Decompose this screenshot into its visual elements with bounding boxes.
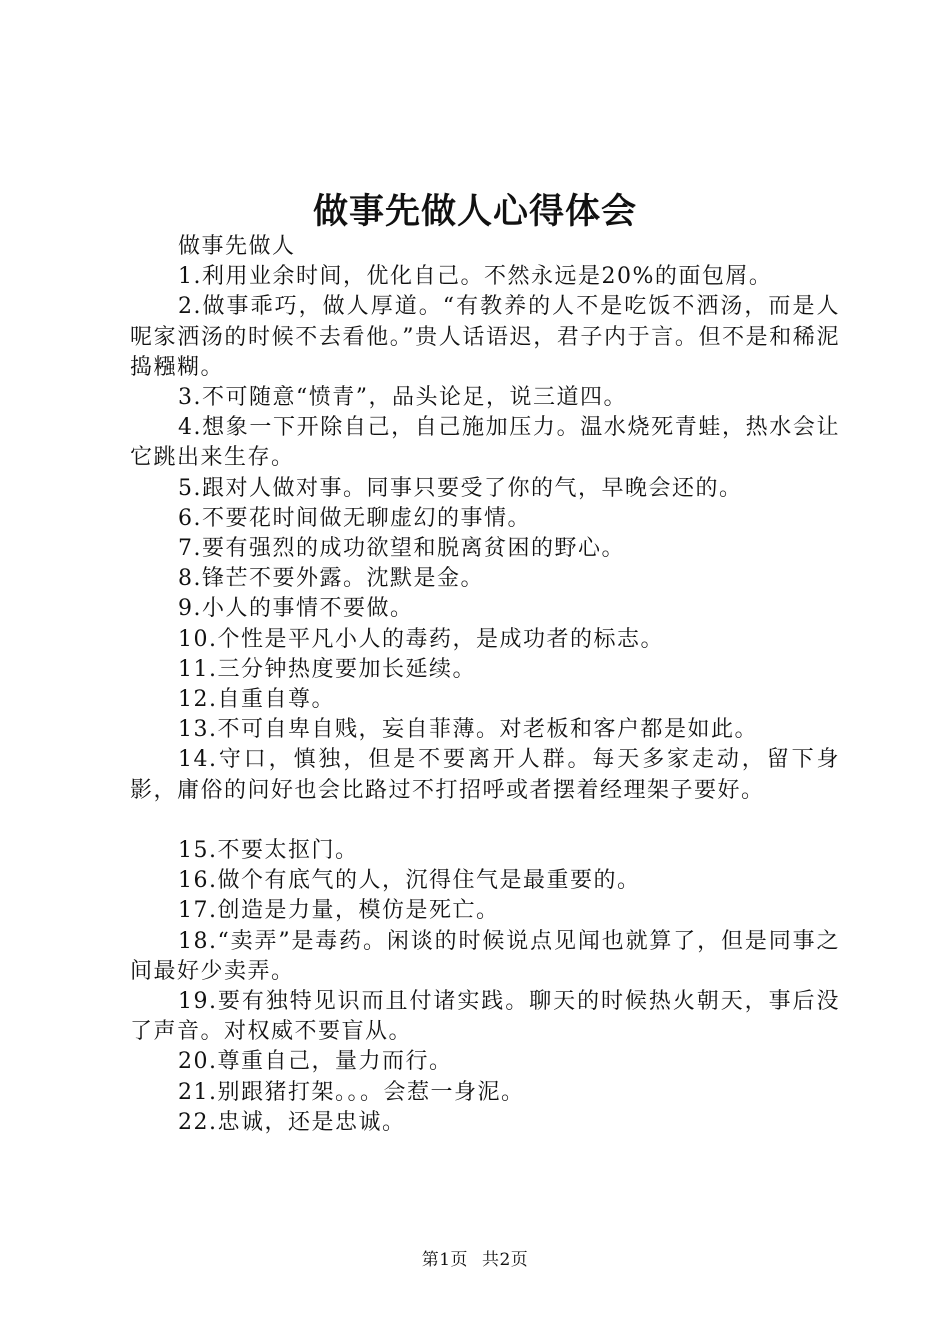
document-title: 做事先做人心得体会 [312,191,637,232]
page-number: 第1页 [421,1250,469,1270]
paragraph: 18.“卖弄”是毒药。闲谈的时候说点见闻也就算了，但是同事之间最好少卖弄。 [130,928,840,984]
paragraph: 15.不要太抠门。 [178,838,359,864]
paragraph: 19.要有独特见识而且付诸实践。聊天的时候热火朝天，事后没了声音。对权威不要盲从。 [130,989,840,1045]
paragraph: 12.自重自尊。 [178,687,335,713]
paragraph: 14.守口，慎独，但是不要离开人群。每天多家走动，留下身影，庸俗的问好也会比路过不打招呼或者摆着经理架子要好。 [130,747,840,803]
paragraph: 1.利用业余时间，优化自己。不然永远是20%的面包屑。 [178,264,773,290]
paragraph: 17.创造是力量，模仿是死亡。 [178,898,500,924]
paragraph-heading: 做事先做人 [178,234,296,259]
paragraph: 22.忠诚，还是忠诚。 [178,1109,406,1135]
paragraph: 9.小人的事情不要做。 [178,596,414,622]
paragraph: 20.尊重自己，量力而行。 [178,1049,453,1075]
page-total: 共2页 [481,1250,529,1270]
document-body [130,232,840,1138]
paragraph: 16.做个有底气的人，沉得住气是最重要的。 [178,868,641,894]
paragraph: 2.做事乖巧，做人厚道。“有教养的人不是吃饭不洒汤，而是人呢家洒汤的时候不去看他。”贵人话语迟，君子内于言。但不是和稀泥捣糨糊。 [130,294,840,380]
paragraph: 3.不可随意“愤青”，品头论足，说三道四。 [178,385,627,411]
paragraph: 21.别跟猪打架。。。会惹一身泥。 [178,1079,525,1105]
paragraph: 13.不可自卑自贱，妄自菲薄。对老板和客户都是如此。 [178,717,758,743]
paragraph: 11.三分钟热度要加长延续。 [178,656,476,682]
paragraph: 7.要有强烈的成功欲望和脱离贫困的野心。 [178,536,625,562]
paragraph: 4.想象一下开除自己，自己施加压力。温水烧死青蛙，热水会让它跳出来生存。 [130,415,840,471]
page-footer [0,1245,950,1270]
paragraph: 5.跟对人做对事。同事只要受了你的气，早晚会还的。 [178,475,743,501]
paragraph: 6.不要花时间做无聊虚幻的事情。 [178,505,531,531]
paragraph: 8.锋芒不要外露。沈默是金。 [178,566,484,592]
blank-line [130,806,840,836]
paragraph: 10.个性是平凡小人的毒药，是成功者的标志。 [178,626,664,652]
